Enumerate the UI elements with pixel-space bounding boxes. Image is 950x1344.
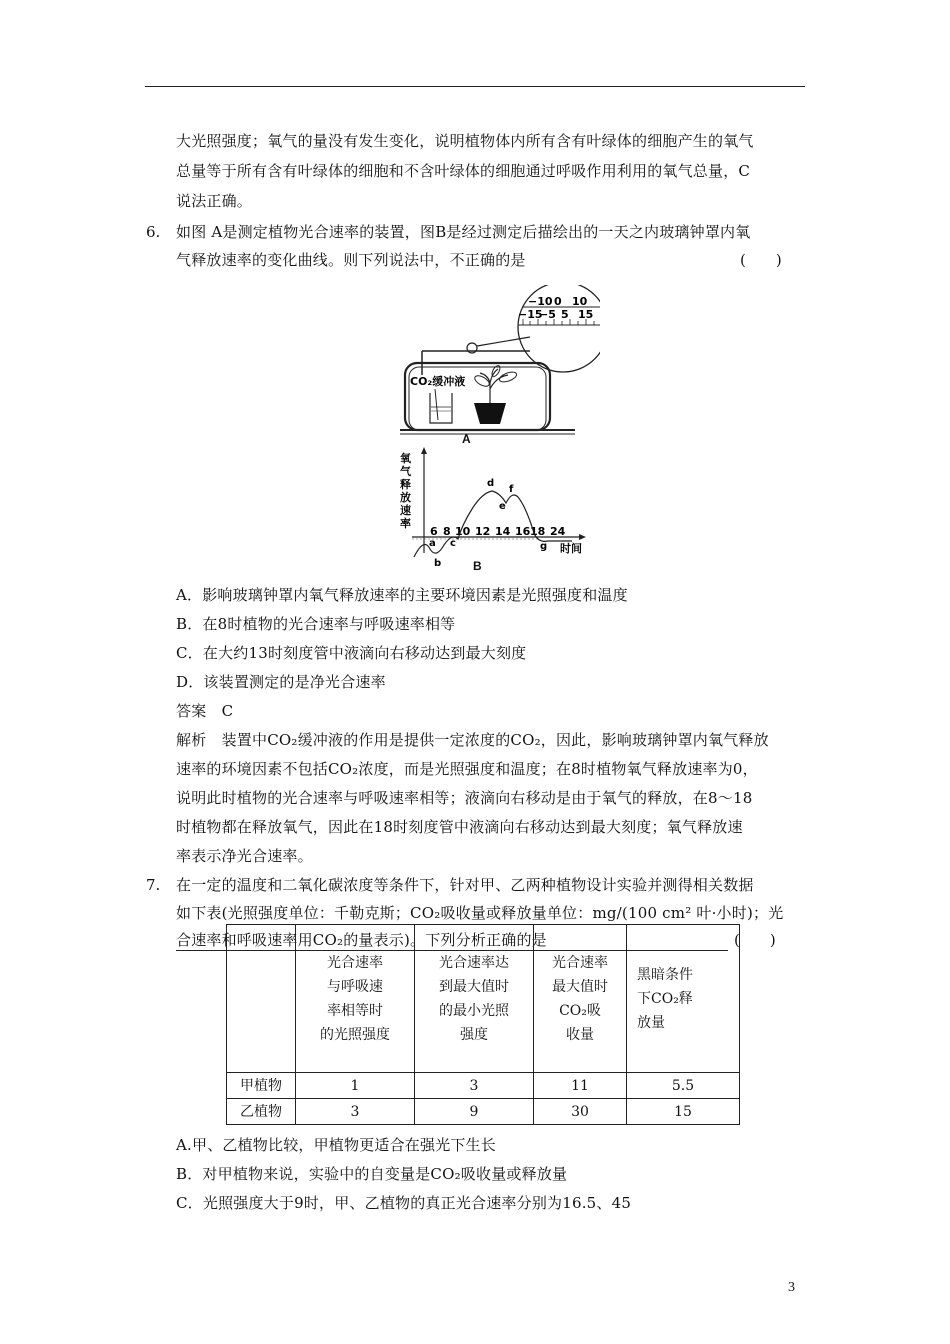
tick-16: 16 [515,525,531,538]
point-e: e [499,501,506,512]
tick-18: 18 [530,525,546,538]
ylabel-char-3: 释 [400,478,411,491]
point-c: c [450,538,456,549]
ruler-label-bottom-1: −15 [518,308,543,321]
table-cell: 30 [534,1099,627,1125]
ylabel-char-1: 氧 [400,452,411,465]
header-rule [145,86,805,87]
q6-line-2: 气释放速率的变化曲线。则下列说法中，不正确的是 [176,251,526,269]
beaker [430,393,452,423]
tick-6: 6 [430,525,438,538]
q6-analysis-line-4: 时植物都在释放氧气，因此在18时刻度管中液滴向右移动达到最大刻度；氧气释放速 [176,818,743,836]
q6-option-a: A．影响玻璃钟罩内氧气释放速率的主要环境因素是光照强度和温度 [176,586,628,604]
q7-answer-paren: ( ) [734,931,776,949]
q7-line-2: 如下表(光照强度单位：千勒克斯；CO₂吸收量或释放量单位：mg/(100 cm² 叶·小时)；光 [176,904,784,922]
q7-line-1: 在一定的温度和二氧化碳浓度等条件下，针对甲、乙两种植物设计实验并测得相关数据 [176,876,754,894]
table-header-col-2: 光合速率达 到最大值时 的最小光照 强度 [415,925,534,1073]
table-cell: 5.5 [627,1073,740,1099]
table-cell: 15 [627,1099,740,1125]
table-cell: 乙植物 [227,1099,296,1125]
table-cell: 3 [296,1099,415,1125]
figure-a-apparatus [400,285,600,445]
table-header-col-1: 光合速率 与呼吸速 率相等时 的光照强度 [296,925,415,1073]
table-header-col-4: 黑暗条件 下CO₂释 放量 [627,925,740,1073]
q7-option-b: B．对甲植物来说，实验中的自变量是CO₂吸收量或释放量 [176,1165,568,1183]
tick-24: 24 [550,525,566,538]
q6-analysis-line-1: 解析 装置中CO₂缓冲液的作用是提供一定浓度的CO₂，因此，影响玻璃钟罩内氧气释放 [176,731,769,749]
q6-option-b: B．在8时植物的光合速率与呼吸速率相等 [176,615,456,633]
table-cell: 甲植物 [227,1073,296,1099]
ruler-label-top-3: 10 [572,295,588,308]
q6-line-1: 如图 A是测定植物光合速率的装置，图B是经过测定后描绘出的一天之内玻璃钟罩内氧 [176,223,751,241]
ylabel-char-4: 放 [400,491,411,504]
ruler-label-top-1: −10 [528,295,553,308]
point-a: a [429,538,436,549]
co2-buffer-label: CO₂缓冲液 [410,375,466,388]
q7-number: 7. [146,876,161,894]
ruler-label-bottom-4: 15 [578,308,594,321]
q6-answer: 答案 C [176,702,234,720]
table-cell: 1 [296,1073,415,1099]
ruler-label-bottom-3: 5 [561,308,569,321]
table-row [227,1073,740,1099]
intro-line-1: 大光照强度；氧气的量没有发生变化，说明植物体内所有含有叶绿体的细胞产生的氧气 [176,132,754,150]
point-d: d [487,478,495,489]
o2-release-curve [414,491,572,557]
ylabel-char-2: 气 [400,465,411,478]
table-header-corner [227,925,296,1073]
ylabel-char-6: 率 [400,517,411,530]
q6-analysis-line-5: 率表示净光合速率。 [176,847,313,865]
table-header-col-3: 光合速率 最大值时 CO₂吸 收量 [534,925,627,1073]
q6-analysis-line-3: 说明此时植物的光合速率与呼吸速率相等；液滴向右移动是由于氧气的释放，在8～18 [176,789,753,807]
q7-line-3: 合速率和呼吸速率用CO₂的量表示)。下列分析正确的是 [176,931,547,949]
q6-option-c: C．在大约13时刻度管中液滴向右移动达到最大刻度 [176,644,527,662]
table-cell: 11 [534,1073,627,1099]
intro-line-3: 说法正确。 [176,192,253,210]
q7-option-a: A.甲、乙植物比较，甲植物更适合在强光下生长 [176,1136,497,1154]
table-cell: 9 [415,1099,534,1125]
q6-analysis-line-2: 速率的环境因素不包括CO₂浓度，而是光照强度和温度；在8时植物氧气释放速率为0， [176,760,758,778]
q6-option-d: D．该装置测定的是净光合速率 [176,673,386,691]
tick-8: 8 [443,525,451,538]
figure-b-curve [400,445,600,575]
ylabel-char-5: 速 [400,504,411,517]
q7-option-c: C．光照强度大于9时，甲、乙植物的真正光合速率分别为16.5、45 [176,1194,632,1212]
page-number: 3 [788,1280,795,1295]
bell-jar [405,363,550,430]
q6-number: 6. [146,223,161,241]
tick-10: 10 [455,525,471,538]
point-g: g [540,541,548,552]
table-header-row [227,925,740,1073]
q7-data-table [226,924,740,1125]
point-b: b [434,558,442,569]
plant-pot [474,403,506,424]
x-axis-label: 时间 [560,542,582,555]
point-f: f [509,484,514,495]
ruler-label-top-2: 0 [554,295,562,308]
intro-line-2: 总量等于所有含有叶绿体的细胞和不含叶绿体的细胞通过呼吸作用利用的氧气总量，C [176,162,751,180]
figure-a-caption: A [462,432,471,446]
figure-b-caption: B [473,559,482,573]
q6-answer-paren: ( ) [740,251,782,269]
table-cell: 3 [415,1073,534,1099]
ruler-label-bottom-2: −5 [539,308,556,321]
table-row [227,1099,740,1125]
tick-14: 14 [495,525,511,538]
tick-12: 12 [475,525,491,538]
